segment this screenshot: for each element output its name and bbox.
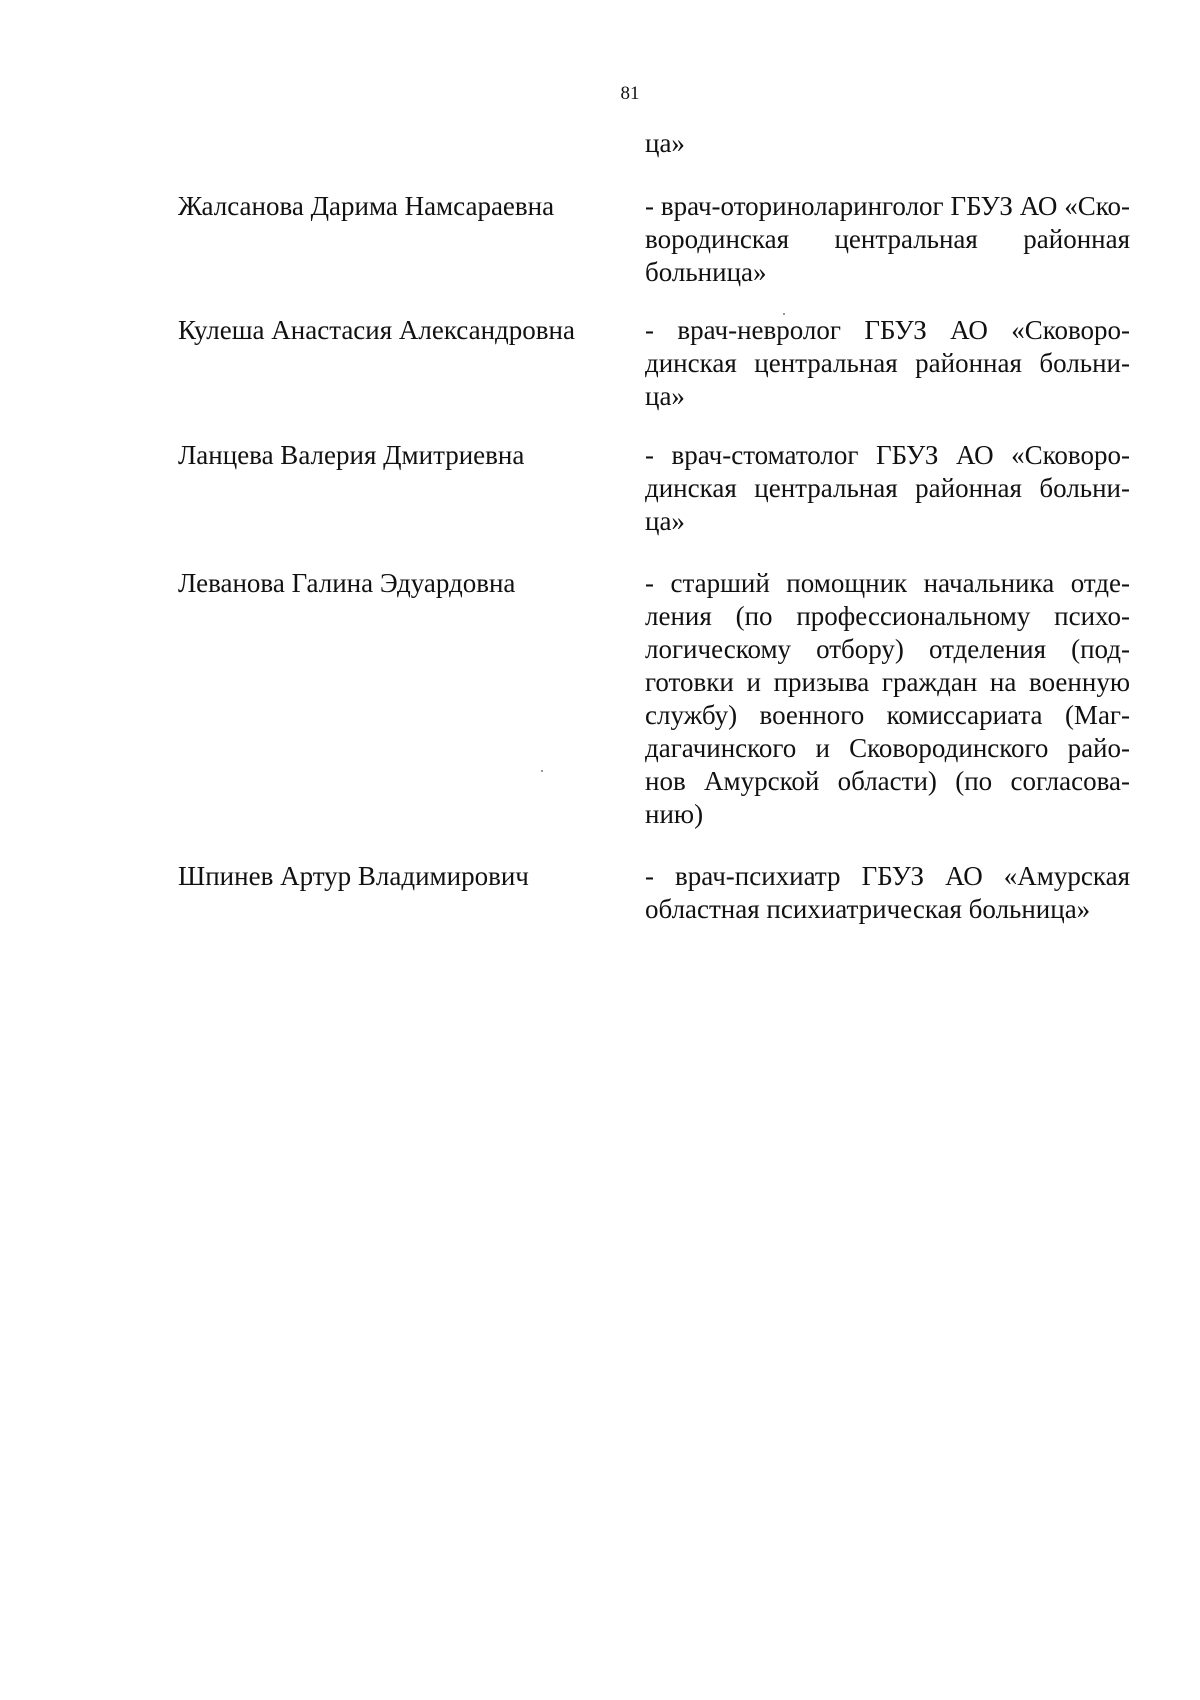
member-name: Шпинев Артур Владимирович (178, 861, 529, 891)
role-line: дагачинского и Сковородинского райо- (645, 733, 1130, 763)
role-line: динская центральная районная больни- (645, 348, 1130, 378)
role-line: нов Амурской области) (по согласова- (645, 766, 1130, 796)
role-line: - старший помощник начальника отде- (645, 568, 1130, 598)
member-entry (0, 567, 1200, 860)
role-line: больница» (645, 257, 767, 287)
member-entry (0, 439, 1200, 567)
member-role (645, 314, 1130, 413)
role-line: службу) военного комиссариата (Маг- (645, 700, 1130, 730)
role-line: ления (по профессиональному психо- (645, 601, 1130, 631)
member-name: Ланцева Валерия Дмитриевна (178, 440, 525, 470)
member-name: Жалсанова Дарима Намсараевна (178, 191, 555, 221)
role-line: - врач-психиатр ГБУЗ АО «Амурская (645, 861, 1130, 891)
role-line: областная психиатрическая больница» (645, 894, 1091, 924)
role-line: - врач-оториноларинголог ГБУЗ АО «Ско- (645, 191, 1130, 221)
page-number: 81 (620, 83, 640, 104)
role-line: - врач-стоматолог ГБУЗ АО «Сковоро- (645, 440, 1130, 470)
member-name: Кулеша Анастасия Александровна (178, 315, 575, 345)
commission-member-list (0, 190, 1200, 930)
member-entry (0, 190, 1200, 314)
member-role (645, 860, 1130, 926)
role-line: - врач-невролог ГБУЗ АО «Сковоро- (645, 315, 1130, 345)
scan-speck (541, 770, 543, 772)
role-line: ца» (645, 381, 685, 411)
member-entry (0, 314, 1200, 439)
role-line: готовки и призыва граждан на военную (645, 667, 1130, 697)
role-line: нию) (645, 799, 704, 829)
member-name: Леванова Галина Эдуардовна (178, 568, 516, 598)
member-role (645, 190, 1130, 289)
role-line: ца» (645, 506, 685, 536)
role-line: вородинская центральная районная (645, 224, 1130, 254)
member-role (645, 439, 1130, 538)
member-role (645, 567, 1130, 831)
scan-speck (783, 313, 785, 315)
role-line: динская центральная районная больни- (645, 473, 1130, 503)
member-entry (0, 860, 1200, 930)
role-line: логическому отбору) отделения (под- (645, 634, 1130, 664)
continued-role-text: ца» (645, 128, 685, 158)
